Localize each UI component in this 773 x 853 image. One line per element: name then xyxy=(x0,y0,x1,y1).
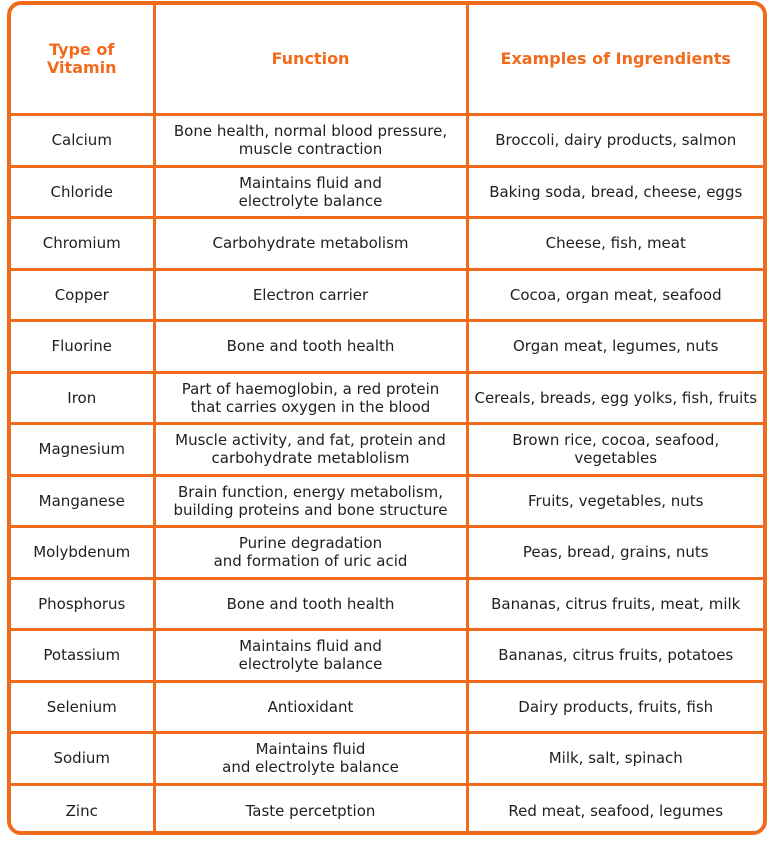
cell-vitamin: Copper xyxy=(11,269,154,321)
cell-vitamin: Selenium xyxy=(11,681,154,733)
cell-examples: Cereals, breads, egg yolks, fish, fruits xyxy=(467,372,763,424)
table-row xyxy=(11,269,763,321)
cell-vitamin: Chromium xyxy=(11,218,154,270)
cell-vitamin: Chloride xyxy=(11,166,154,218)
cell-function: Carbohydrate metabolism xyxy=(154,218,467,270)
cell-examples: Milk, salt, spinach xyxy=(467,733,763,785)
cell-function: Antioxidant xyxy=(154,681,467,733)
table-row xyxy=(11,166,763,218)
cell-vitamin: Calcium xyxy=(11,115,154,167)
table-row xyxy=(11,218,763,270)
table-row xyxy=(11,527,763,579)
cell-function: Maintains fluid and electrolyte balance xyxy=(154,166,467,218)
cell-function: Purine degradation and formation of uric acid xyxy=(154,527,467,579)
cell-vitamin: Magnesium xyxy=(11,424,154,476)
cell-function: Muscle activity, and fat, protein and carbohydrate metablolism xyxy=(154,424,467,476)
cell-function: Bone and tooth health xyxy=(154,321,467,373)
cell-examples: Red meat, seafood, legumes xyxy=(508,801,724,820)
cell-examples: Broccoli, dairy products, salmon xyxy=(467,115,763,167)
cell-examples: Organ meat, legumes, nuts xyxy=(467,321,763,373)
table-row xyxy=(11,424,763,476)
table-row xyxy=(11,784,763,835)
cell-examples: Bananas, citrus fruits, potatoes xyxy=(467,630,763,682)
cell-vitamin: Sodium xyxy=(11,733,154,785)
cell-function: Part of haemoglobin, a red protein that carries oxygen in the blood xyxy=(154,372,467,424)
cell-function: Maintains fluid and electrolyte balance xyxy=(154,630,467,682)
table-row xyxy=(11,630,763,682)
cell-vitamin: Fluorine xyxy=(11,321,154,373)
vitamin-table-frame xyxy=(7,1,767,835)
cell-examples: Fruits, vegetables, nuts xyxy=(467,475,763,527)
cell-vitamin: Molybdenum xyxy=(11,527,154,579)
header-row xyxy=(11,5,763,115)
cell-vitamin: Potassium xyxy=(11,630,154,682)
vitamin-table xyxy=(11,5,763,835)
cell-examples: Cocoa, organ meat, seafood xyxy=(467,269,763,321)
header-type-of-vitamin: Type of Vitamin xyxy=(11,5,154,115)
cell-function: Brain function, energy metabolism, building proteins and bone structure xyxy=(154,475,467,527)
cell-examples: Bananas, citrus fruits, meat, milk xyxy=(467,578,763,630)
cell-vitamin: Manganese xyxy=(11,475,154,527)
table-row xyxy=(11,372,763,424)
table-row xyxy=(11,475,763,527)
table-row xyxy=(11,321,763,373)
cell-function: Bone health, normal blood pressure, muscle contraction xyxy=(154,115,467,167)
cell-function: Maintains fluid and electrolyte balance xyxy=(154,733,467,785)
cell-examples: Brown rice, cocoa, seafood, vegetables xyxy=(467,424,763,476)
header-function: Function xyxy=(154,5,467,115)
cell-examples: Dairy products, fruits, fish xyxy=(467,681,763,733)
cell-function: Electron carrier xyxy=(154,269,467,321)
cell-examples: Peas, bread, grains, nuts xyxy=(467,527,763,579)
cell-vitamin: Phosphorus xyxy=(11,578,154,630)
table-row xyxy=(11,578,763,630)
cell-examples: Cheese, fish, meat xyxy=(467,218,763,270)
header-examples: Examples of Ingrendients xyxy=(467,5,763,115)
table-row xyxy=(11,681,763,733)
cell-function: Bone and tooth health xyxy=(154,578,467,630)
cell-vitamin: Zinc xyxy=(11,784,154,835)
table-row xyxy=(11,115,763,167)
cell-examples: Baking soda, bread, cheese, eggs xyxy=(467,166,763,218)
table-row xyxy=(11,733,763,785)
cell-function: Taste percetption xyxy=(154,784,467,835)
cell-vitamin: Iron xyxy=(11,372,154,424)
